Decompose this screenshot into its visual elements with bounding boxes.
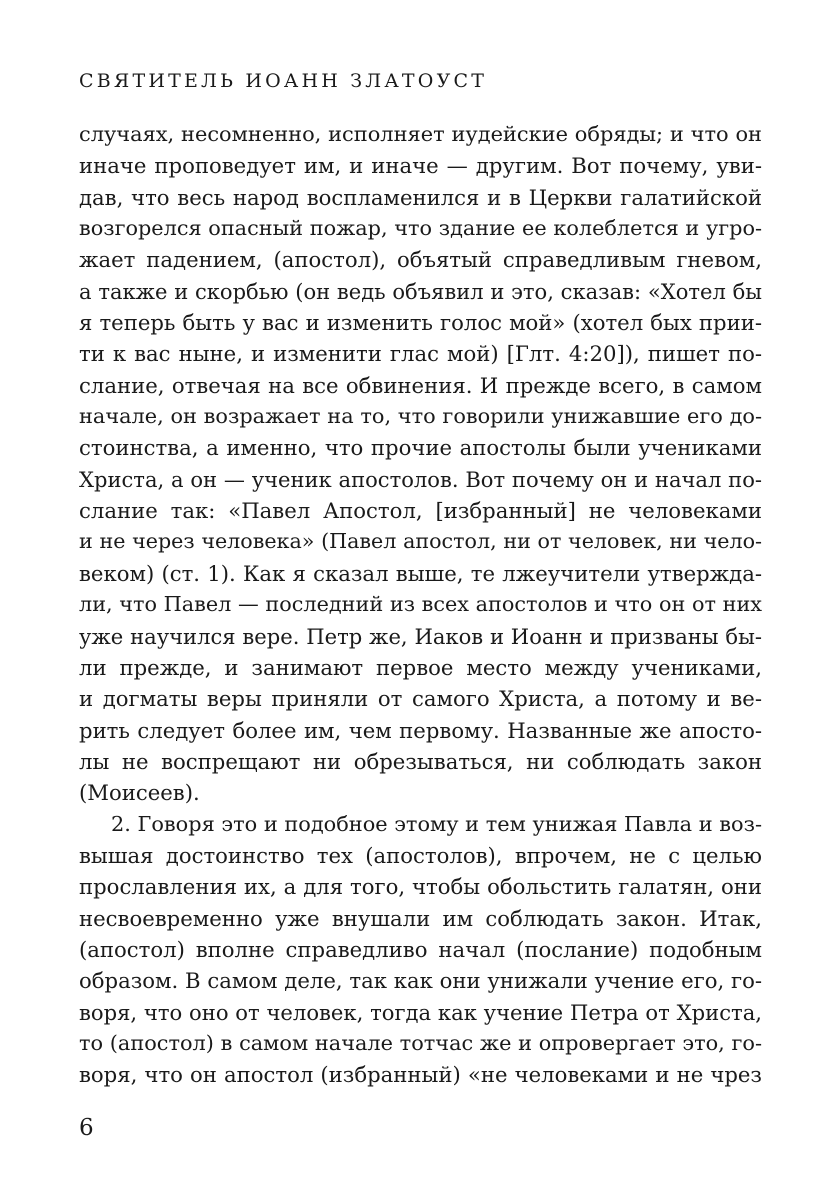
text-line: слание, отвечая на все обвинения. И прежде всего, в самом — [79, 372, 762, 398]
text-line: Христа, а он — ученик апостолов. Вот почему он и начал по- — [79, 466, 762, 492]
text-line: рить следует более им, чем первому. Названные же апосто- — [79, 717, 762, 743]
text-line: стоинства, а именно, что прочие апостолы были учениками — [79, 435, 762, 461]
text-line: случаях, несомненно, исполняет иудейские обряды; и что он — [79, 122, 762, 146]
page-number: 6 — [79, 1115, 94, 1141]
text-line: жает падением, (апостол), объятый справедливым гневом, — [79, 247, 762, 273]
text-line: уже научился вере. Петр же, Иаков и Иоанн и призваны бы- — [79, 623, 762, 649]
body-text — [79, 119, 762, 1091]
text-line: ли, что Павел — последний из всех апостолов и что он от них — [79, 592, 762, 617]
text-line: начале, он возражает на то, что говорили унижавшие его до- — [79, 404, 762, 429]
text-line: веком) (ст. 1). Как я сказал выше, те лжеучители утвержда- — [79, 560, 762, 586]
text-line: то (апостол) в самом начале тотчас же и опровергает это, го- — [79, 1030, 762, 1055]
text-line: вышая достоинство тех (апостолов), впрочем, не с целью — [79, 842, 762, 868]
text-line: ти к вас ныне, и изменити глас мой) [Глт. 4:20]), пишет по- — [79, 341, 762, 367]
text-line: лы не воспрещают ни обрезываться, ни соблюдать закон — [79, 748, 762, 774]
text-line: дав, что весь народ воспламенился и в Церкви галатийской — [79, 184, 762, 210]
text-line: я теперь быть у вас и изменить голос мой» (хотел бых прии- — [79, 310, 762, 336]
text-line: иначе проповедует им, и иначе — другим. Вот почему, уви- — [79, 153, 762, 179]
paragraph-start-line: 2. Говоря это и подобное этому и тем унижая Павла и воз- — [111, 811, 762, 836]
text-line: несвоевременно уже внушали им соблюдать закон. Итак, — [79, 905, 762, 931]
text-line: воря, что оно от человек, тогда как учение Петра от Христа, — [79, 999, 762, 1025]
text-line: воря, что он апостол (избранный) «не человеками и не чрез — [79, 1062, 762, 1088]
text-line: и догматы веры приняли от самого Христа, а потому и ве- — [79, 686, 762, 712]
text-line: а также и скорбью (он ведь объявил и это, сказав: «Хотел бы — [79, 278, 762, 304]
running-head: СВЯТИТЕЛЬ ИОАНН ЗЛАТОУСТ — [79, 70, 488, 92]
text-line: (апостол) вполне справедливо начал (послание) подобным — [79, 936, 762, 962]
text-line: образом. В самом деле, так как они унижали учение его, го- — [79, 968, 762, 994]
paragraph-end-line: (Моисеев). — [79, 780, 200, 806]
text-line: возгорелся опасный пожар, что здание ее колеблется и угро- — [79, 216, 762, 241]
text-line: прославления их, а для того, чтобы обольстить галатян, они — [79, 874, 762, 900]
text-line: слание так: «Павел Апостол, [избранный] не человеками — [79, 498, 762, 524]
text-line: и не через человека» (Павел апостол, ни от человек, ни чело- — [79, 529, 762, 554]
text-line: ли прежде, и занимают первое место между учениками, — [79, 654, 762, 680]
